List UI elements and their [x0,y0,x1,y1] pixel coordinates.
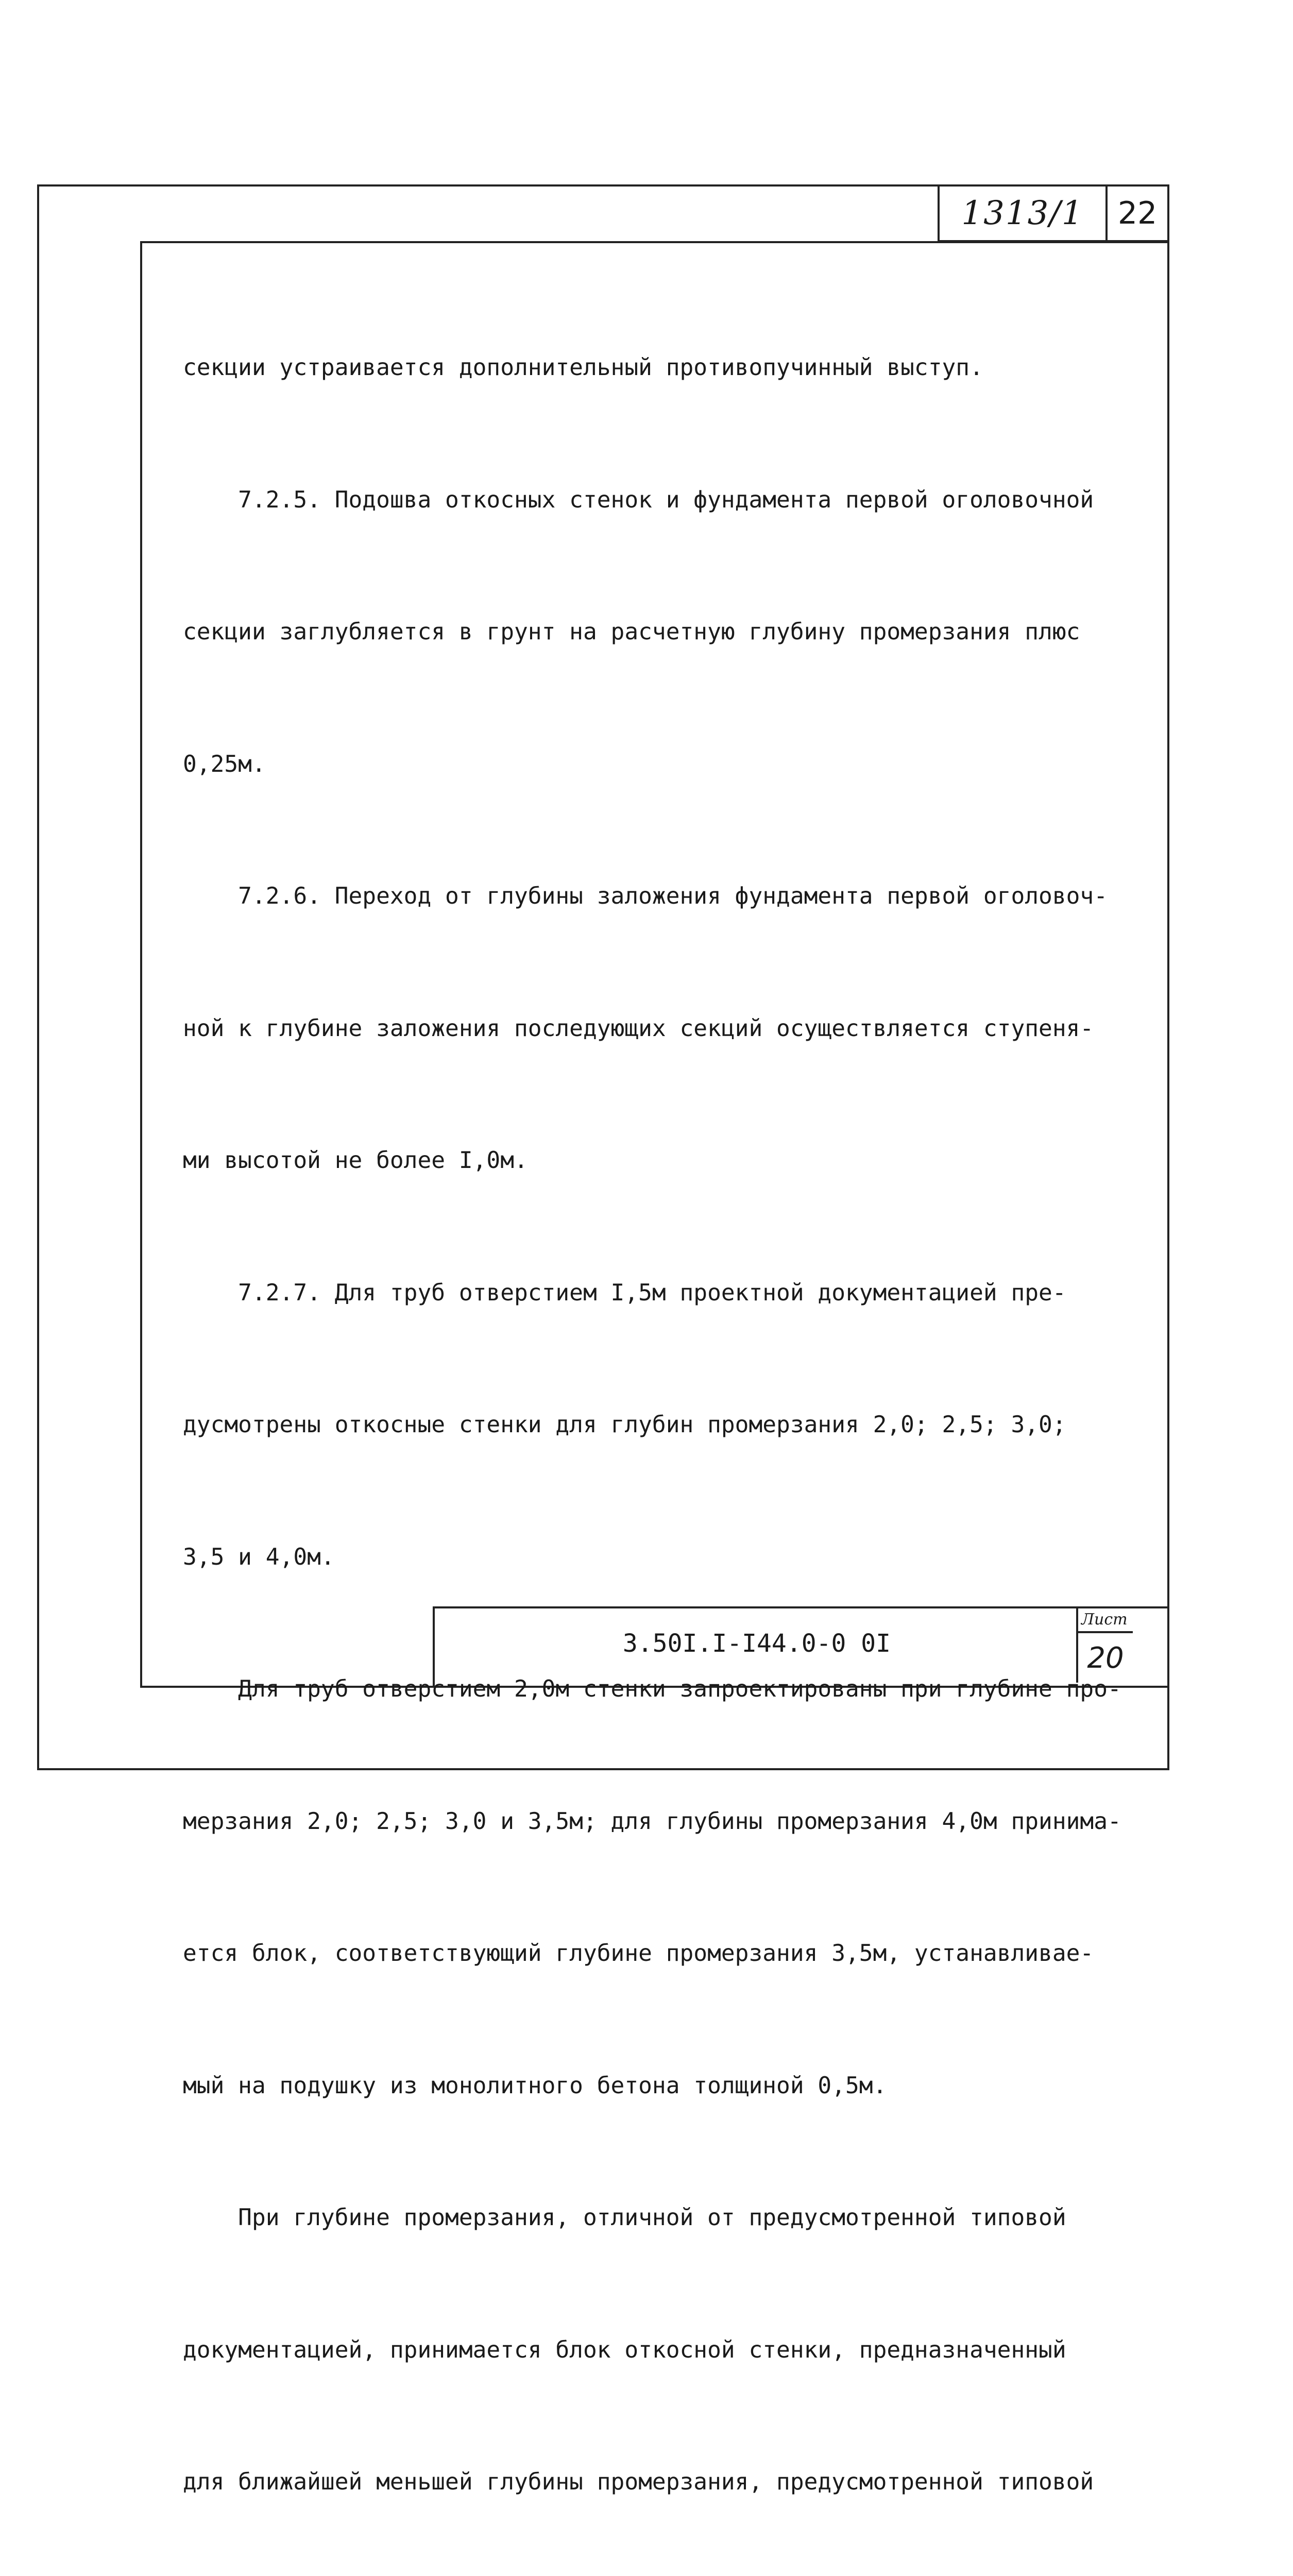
body-line: ной к глубине заложения последующих секций осуществляется ступеня- [183,1015,1094,1042]
body-line: При глубине промерзания, отличной от предусмотренной типовой [183,2205,1066,2231]
title-block [433,1606,1169,1688]
body-line: 7.2.6. Переход от глубины заложения фундамента первой оголовоч- [183,883,1108,909]
body-line: секции устраивается дополнительный противопучинный выступ. [183,354,983,381]
body-line: дусмотрены откосные стенки для глубин промерзания 2,0; 2,5; 3,0; [183,1412,1066,1438]
body-line: мерзания 2,0; 2,5; 3,0 и 3,5м; для глубины промерзания 4,0м принима- [183,1808,1121,1835]
stamp-code: 1313/1 [938,184,1108,242]
body-line: документацией, принимается блок откосной стенки, предназначенный [183,2336,1066,2363]
document-body [183,258,1151,2576]
body-line: для ближайшей меньшей глубины промерзания, предусмотренной типовой [183,2469,1094,2495]
body-line: 0,25м. [183,751,266,777]
document-code: 3.50I.I-I44.0-0 0I [622,1629,891,1658]
sheet-label: Лист [1076,1608,1133,1631]
stamp-number: 22 [1105,184,1169,242]
body-line: секции заглубляется в грунт на расчетную глубину промерзания плюс [183,619,1080,645]
body-line: 7.2.5. Подошва откосных стенок и фундамента первой оголовочной [183,486,1094,513]
body-line: Для труб отверстием 2,0м стенки запроектированы при глубине про- [183,1676,1121,1702]
body-line: 3,5 и 4,0м. [183,1544,335,1570]
body-line: ется блок, соответствующий глубине промерзания 3,5м, устанавливае- [183,1940,1094,1967]
body-line: мый на подушку из монолитного бетона толщиной 0,5м. [183,2072,887,2099]
sheet-number: 20 [1076,1631,1133,1683]
body-line: 7.2.7. Для труб отверстием I,5м проектной документацией пре- [183,1279,1066,1306]
body-line: ми высотой не более I,0м. [183,1147,528,1174]
